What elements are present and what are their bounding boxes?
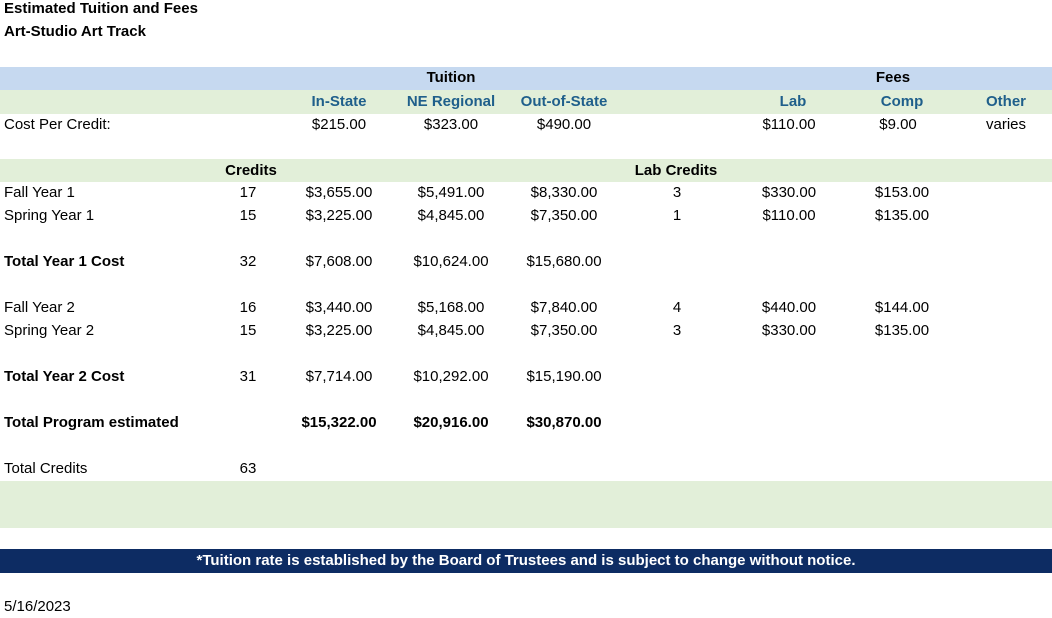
total-year1-ne-regional: $10,624.00 [413, 253, 489, 270]
page-title: Estimated Tuition and Fees [4, 0, 198, 17]
row-lab-credits: 4 [672, 299, 682, 316]
header-fees: Fees [875, 69, 911, 86]
total-year2-label: Total Year 2 Cost [4, 368, 125, 385]
row-comp: $144.00 [874, 299, 930, 316]
row-in-state: $3,225.00 [305, 207, 373, 224]
total-year2-ne-regional: $10,292.00 [413, 368, 489, 385]
row-credits: 15 [239, 322, 257, 339]
cost-per-credit-in-state: $215.00 [311, 116, 367, 133]
row-ne-regional: $5,491.00 [417, 184, 485, 201]
total-program-out-of-state: $30,870.00 [526, 414, 602, 431]
header-comp: Comp [880, 93, 924, 110]
tuition-notice: *Tuition rate is established by the Board of Trustees and is subject to change without notice. [196, 552, 856, 569]
cost-per-credit-label: Cost Per Credit: [4, 116, 111, 133]
row-label: Fall Year 1 [4, 184, 75, 201]
row-in-state: $3,225.00 [305, 322, 373, 339]
document-date: 5/16/2023 [4, 598, 71, 615]
header-tuition: Tuition [426, 69, 476, 86]
row-label: Spring Year 2 [4, 322, 95, 339]
cost-per-credit-other: varies [985, 116, 1027, 133]
row-lab-credits: 3 [672, 184, 682, 201]
total-credits-value: 63 [239, 460, 257, 477]
row-in-state: $3,655.00 [305, 184, 373, 201]
row-credits: 17 [239, 184, 257, 201]
page-subtitle: Art-Studio Art Track [4, 23, 146, 40]
total-program-label: Total Program estimated [4, 414, 179, 431]
total-program-in-state: $15,322.00 [301, 414, 377, 431]
header-out-of-state: Out-of-State [520, 93, 608, 110]
row-comp: $135.00 [874, 207, 930, 224]
row-lab-credits: 3 [672, 322, 682, 339]
row-label: Fall Year 2 [4, 299, 75, 316]
row-ne-regional: $4,845.00 [417, 207, 485, 224]
row-label: Spring Year 1 [4, 207, 95, 224]
total-year1-credits: 32 [239, 253, 257, 270]
row-out-of-state: $8,330.00 [530, 184, 598, 201]
row-out-of-state: $7,350.00 [530, 322, 598, 339]
total-program-ne-regional: $20,916.00 [413, 414, 489, 431]
total-year2-credits: 31 [239, 368, 257, 385]
total-year1-in-state: $7,608.00 [305, 253, 373, 270]
row-ne-regional: $5,168.00 [417, 299, 485, 316]
cost-per-credit-comp: $9.00 [879, 116, 917, 133]
header-credits: Credits [225, 162, 277, 179]
row-credits: 16 [239, 299, 257, 316]
header-lab: Lab [779, 93, 807, 110]
row-ne-regional: $4,845.00 [417, 322, 485, 339]
row-lab: $330.00 [761, 184, 817, 201]
footer-band [0, 481, 1052, 528]
row-out-of-state: $7,350.00 [530, 207, 598, 224]
cost-per-credit-out-of-state: $490.00 [536, 116, 592, 133]
total-year1-out-of-state: $15,680.00 [526, 253, 602, 270]
cost-per-credit-lab: $110.00 [762, 116, 816, 133]
total-year2-in-state: $7,714.00 [305, 368, 373, 385]
header-band-credits [0, 159, 1052, 182]
header-ne-regional: NE Regional [406, 93, 496, 110]
row-lab: $110.00 [762, 207, 816, 224]
total-year1-label: Total Year 1 Cost [4, 253, 125, 270]
total-year2-out-of-state: $15,190.00 [526, 368, 602, 385]
total-credits-label: Total Credits [4, 460, 88, 477]
row-lab: $330.00 [761, 322, 817, 339]
cost-per-credit-ne-regional: $323.00 [423, 116, 479, 133]
row-comp: $153.00 [874, 184, 930, 201]
row-lab: $440.00 [761, 299, 817, 316]
row-credits: 15 [239, 207, 257, 224]
row-in-state: $3,440.00 [305, 299, 373, 316]
header-lab-credits: Lab Credits [634, 162, 718, 179]
header-in-state: In-State [311, 93, 367, 110]
row-comp: $135.00 [874, 322, 930, 339]
row-out-of-state: $7,840.00 [530, 299, 598, 316]
row-lab-credits: 1 [672, 207, 682, 224]
header-other: Other [985, 93, 1027, 110]
